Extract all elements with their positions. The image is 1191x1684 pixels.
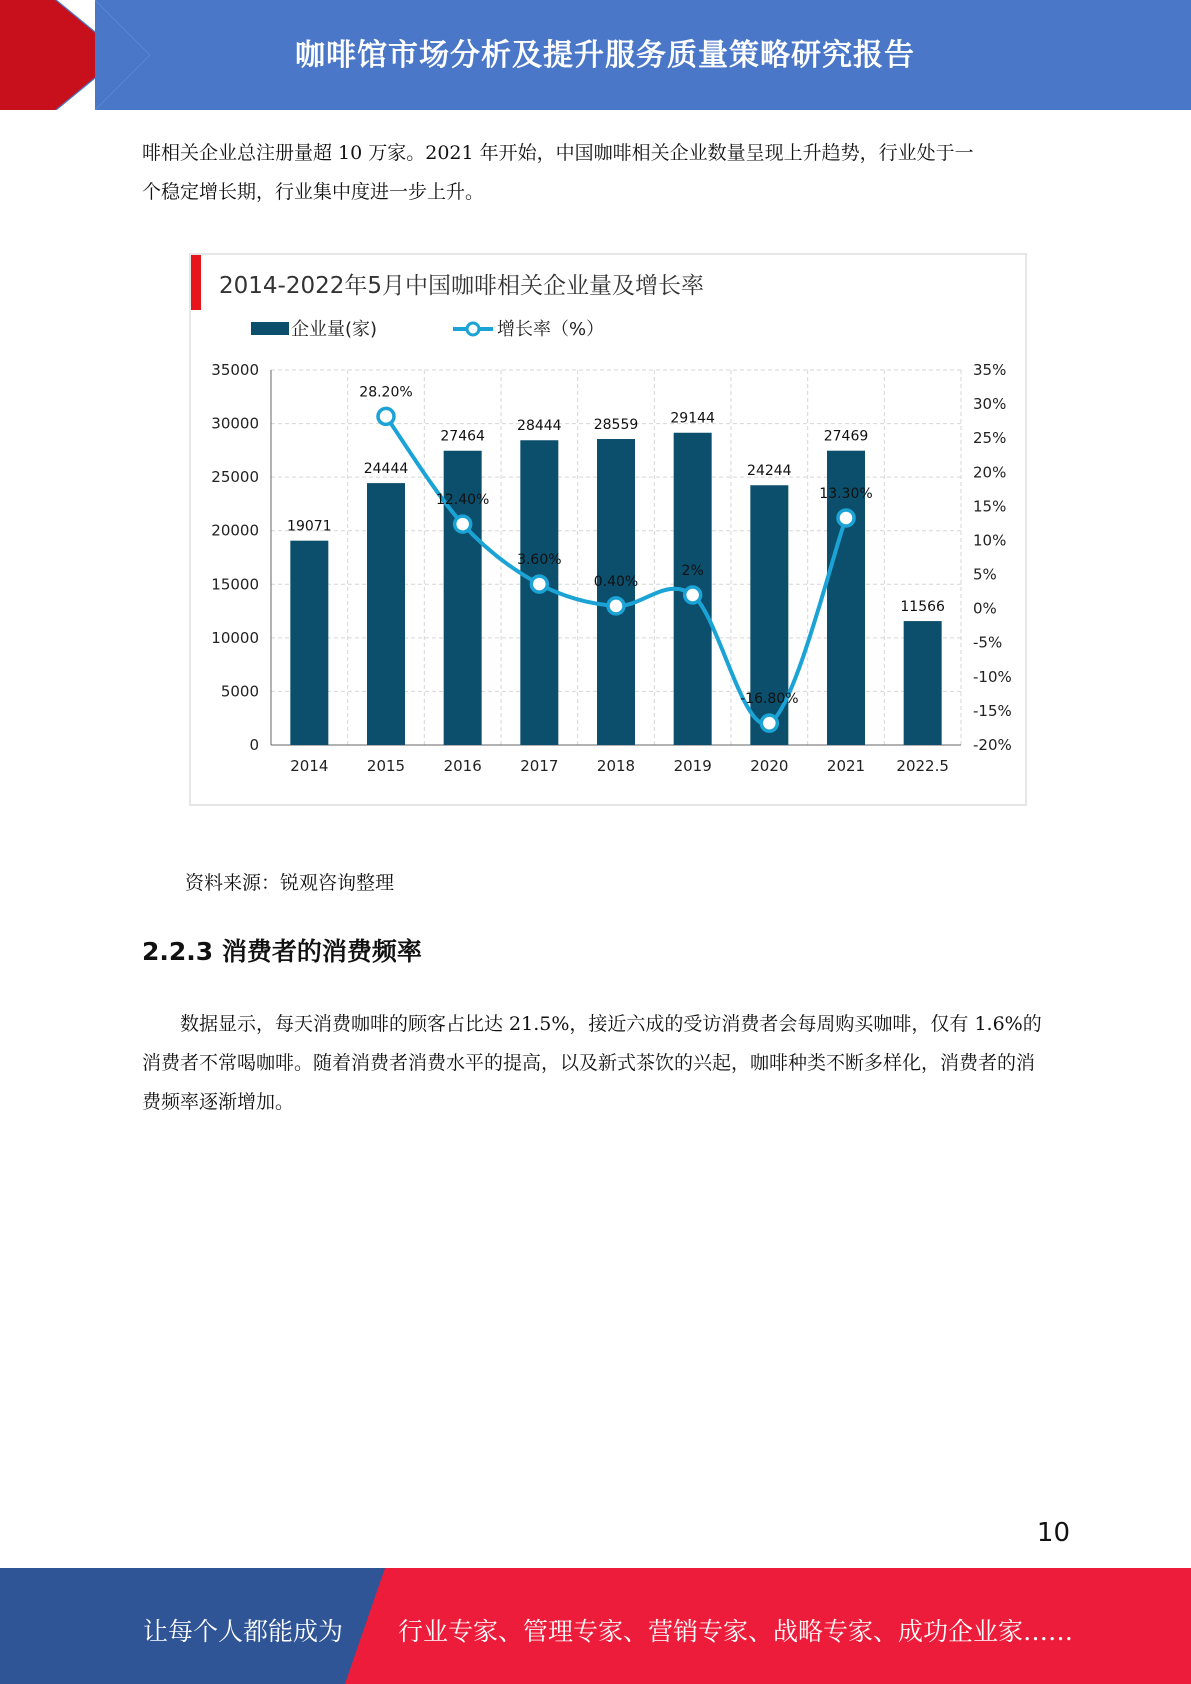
x-tick-label: 2019 (673, 757, 712, 775)
x-tick-label: 2017 (520, 757, 559, 775)
y-right-tick-label: -20% (973, 736, 1012, 754)
legend-bar-swatch (251, 322, 289, 335)
growth-rate-point (378, 408, 394, 424)
y-left-tick-label: 15000 (211, 575, 259, 594)
y-left-tick-label: 25000 (211, 468, 259, 487)
paragraph-frequency: 数据显示，每天消费咖啡的顾客占比达 21.5%，接近六成的受访消费者会每周购买咖啡，仅有 1.6%的消费者不常喝咖啡。随着消费者消费水平的提高，以及新式茶饮的兴起，咖啡种类不断多样化，消费者的消费频率逐渐增加。 (142, 1013, 1042, 1113)
bar (367, 483, 405, 745)
x-tick-label: 2015 (366, 757, 406, 775)
y-left-tick-label: 35000 (211, 361, 259, 379)
legend-bar-label: 企业量(家) (291, 319, 378, 340)
y-right-tick-label: 5% (973, 565, 997, 584)
y-right-tick-label: -5% (973, 633, 1003, 652)
bar-data-label: 19071 (287, 518, 332, 535)
y-left-tick-label: 20000 (211, 521, 259, 540)
x-tick-label: 2018 (596, 757, 636, 775)
legend-line-marker (467, 323, 479, 335)
growth-rate-point (761, 715, 777, 731)
growth-rate-label: 0.40% (593, 573, 639, 590)
y-left-tick-label: 30000 (211, 414, 259, 433)
page-header (0, 0, 1191, 110)
y-right-tick-label: 25% (973, 429, 1007, 448)
growth-rate-label: -16.80% (740, 691, 799, 708)
report-title: 咖啡馆市场分析及提升服务质量策略研究报告 (295, 38, 915, 73)
paragraph-intro-line-2: 个稳定增长期，行业集中度进一步上升。 (142, 181, 485, 203)
chart-title-accent (191, 255, 201, 310)
growth-rate-label: 28.20% (359, 384, 413, 401)
x-tick-label: 2021 (826, 757, 866, 775)
growth-rate-label: 12.40% (435, 492, 490, 509)
y-left-tick-label: 0 (249, 736, 259, 754)
x-tick-label: 2022.5 (896, 757, 949, 775)
y-right-tick-label: -15% (973, 701, 1012, 720)
bar (290, 541, 328, 745)
bar-data-label: 27464 (440, 428, 485, 445)
bar (904, 621, 942, 745)
y-right-tick-label: 10% (973, 531, 1007, 550)
page-number: 10 (1036, 1518, 1070, 1548)
x-tick-label: 2020 (750, 757, 789, 775)
paragraph-intro-line-1: 啡相关企业总注册量超 10 万家。2021 年开始，中国咖啡相关企业数量呈现上升趋势，行业处于一 (142, 142, 974, 164)
growth-rate-point (838, 510, 854, 526)
chart-figure (189, 253, 1027, 806)
legend-line-label: 增长率（%） (497, 319, 605, 340)
chart-source: 资料来源：锐观咨询整理 (185, 872, 395, 894)
y-right-tick-label: 30% (973, 395, 1007, 414)
y-right-tick-label: 15% (973, 497, 1007, 516)
header-arrow-decoration (0, 0, 160, 110)
bar-data-label: 29144 (670, 410, 715, 427)
y-left-tick-label: 10000 (211, 628, 259, 647)
growth-rate-label: 3.60% (517, 552, 562, 569)
bar-data-label: 24444 (363, 461, 409, 478)
bar-data-label: 28444 (517, 418, 562, 435)
y-right-tick-label: 0% (973, 599, 997, 618)
bar-data-label: 24244 (747, 463, 792, 480)
x-tick-label: 2014 (290, 757, 329, 775)
footer-slogan-right: 行业专家、管理专家、营销专家、战略专家、成功企业家…… (398, 1617, 1074, 1646)
growth-rate-label: 2% (681, 563, 704, 579)
y-right-tick-label: 20% (973, 463, 1007, 482)
chart-title: 2014-2022年5月中国咖啡相关企业量及增长率 (219, 273, 704, 299)
footer-slogan-left: 让每个人都能成为 (143, 1617, 344, 1646)
y-right-tick-label: 35% (973, 361, 1007, 379)
growth-rate-point (455, 516, 471, 532)
bar-data-label: 27469 (823, 428, 869, 445)
bar-data-label: 28559 (593, 417, 639, 434)
growth-rate-point (531, 576, 547, 592)
section-heading: 2.2.3 消费者的消费频率 (142, 937, 422, 966)
y-left-tick-label: 5000 (220, 682, 259, 701)
growth-rate-point (608, 598, 624, 614)
paragraph-intro (142, 134, 1047, 212)
growth-rate-label: 13.30% (819, 485, 873, 502)
chart-canvas (191, 255, 1025, 804)
x-tick-label: 2016 (443, 757, 482, 775)
bar-data-label: 11566 (900, 599, 945, 616)
bar (597, 439, 635, 745)
y-right-tick-label: -10% (973, 667, 1012, 686)
growth-rate-point (685, 587, 701, 603)
